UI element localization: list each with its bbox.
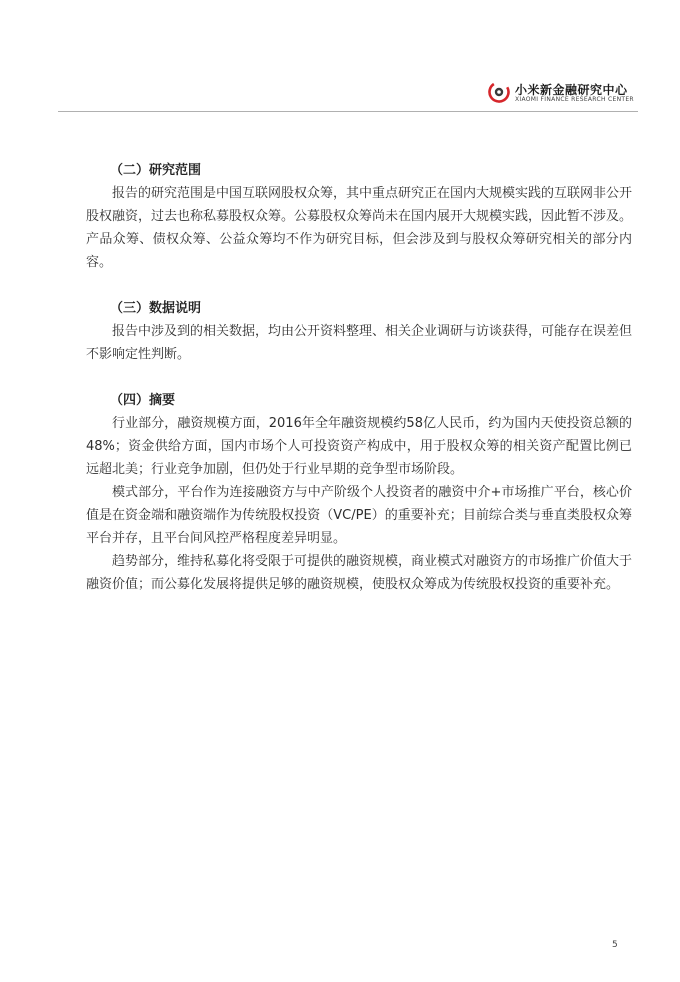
section-research-scope	[86, 159, 632, 274]
paragraph: 报告的研究范围是中国互联网股权众筹，其中重点研究正在国内大规模实践的互联网非公开股权融资，过去也称私募股权众筹。公募股权众筹尚未在国内展开大规模实践，因此暂不涉及。产品众筹、债权众筹、公益众筹均不作为研究目标，但会涉及到与股权众筹研究相关的部分内容。	[86, 186, 633, 270]
section-heading: （三）数据说明	[110, 301, 202, 316]
header-divider	[58, 111, 638, 112]
header-logo	[488, 80, 638, 106]
page-number: 5	[612, 940, 618, 950]
section-heading: （四）摘要	[110, 393, 176, 408]
org-name: 小米新金融研究中心	[515, 83, 628, 97]
paragraph: 行业部分，融资规模方面，2016年全年融资规模约58亿人民币，约为国内天使投资总额的48%；资金供给方面，国内市场个人可投资资产构成中，用于股权众筹的相关资产配置比例已远超北美；行业竞争加剧，但仍处于行业早期的竞争型市场阶段。	[86, 416, 632, 477]
section-heading: （二）研究范围	[110, 163, 202, 178]
paragraph: 模式部分，平台作为连接融资方与中产阶级个人投资者的融资中介+市场推广平台，核心价值是在资金端和融资端作为传统股权投资（VC/PE）的重要补充；目前综合类与垂直类股权众筹平台并存，且平台间风控严格程度差异明显。	[86, 485, 632, 546]
org-subtitle: XIAOMI FINANCE RESEARCH CENTER	[515, 96, 634, 103]
xiaomi-finance-logo-icon	[488, 81, 510, 103]
document-body	[86, 159, 632, 619]
section-summary	[86, 389, 632, 596]
paragraph: 报告中涉及到的相关数据，均由公开资料整理、相关企业调研与访谈获得，可能存在误差但不影响定性判断。	[86, 324, 633, 362]
section-data-notes	[86, 297, 632, 366]
paragraph: 趋势部分，维持私募化将受限于可提供的融资规模，商业模式对融资方的市场推广价值大于融资价值；而公募化发展将提供足够的融资规模，使股权众筹成为传统股权投资的重要补充。	[86, 554, 633, 592]
